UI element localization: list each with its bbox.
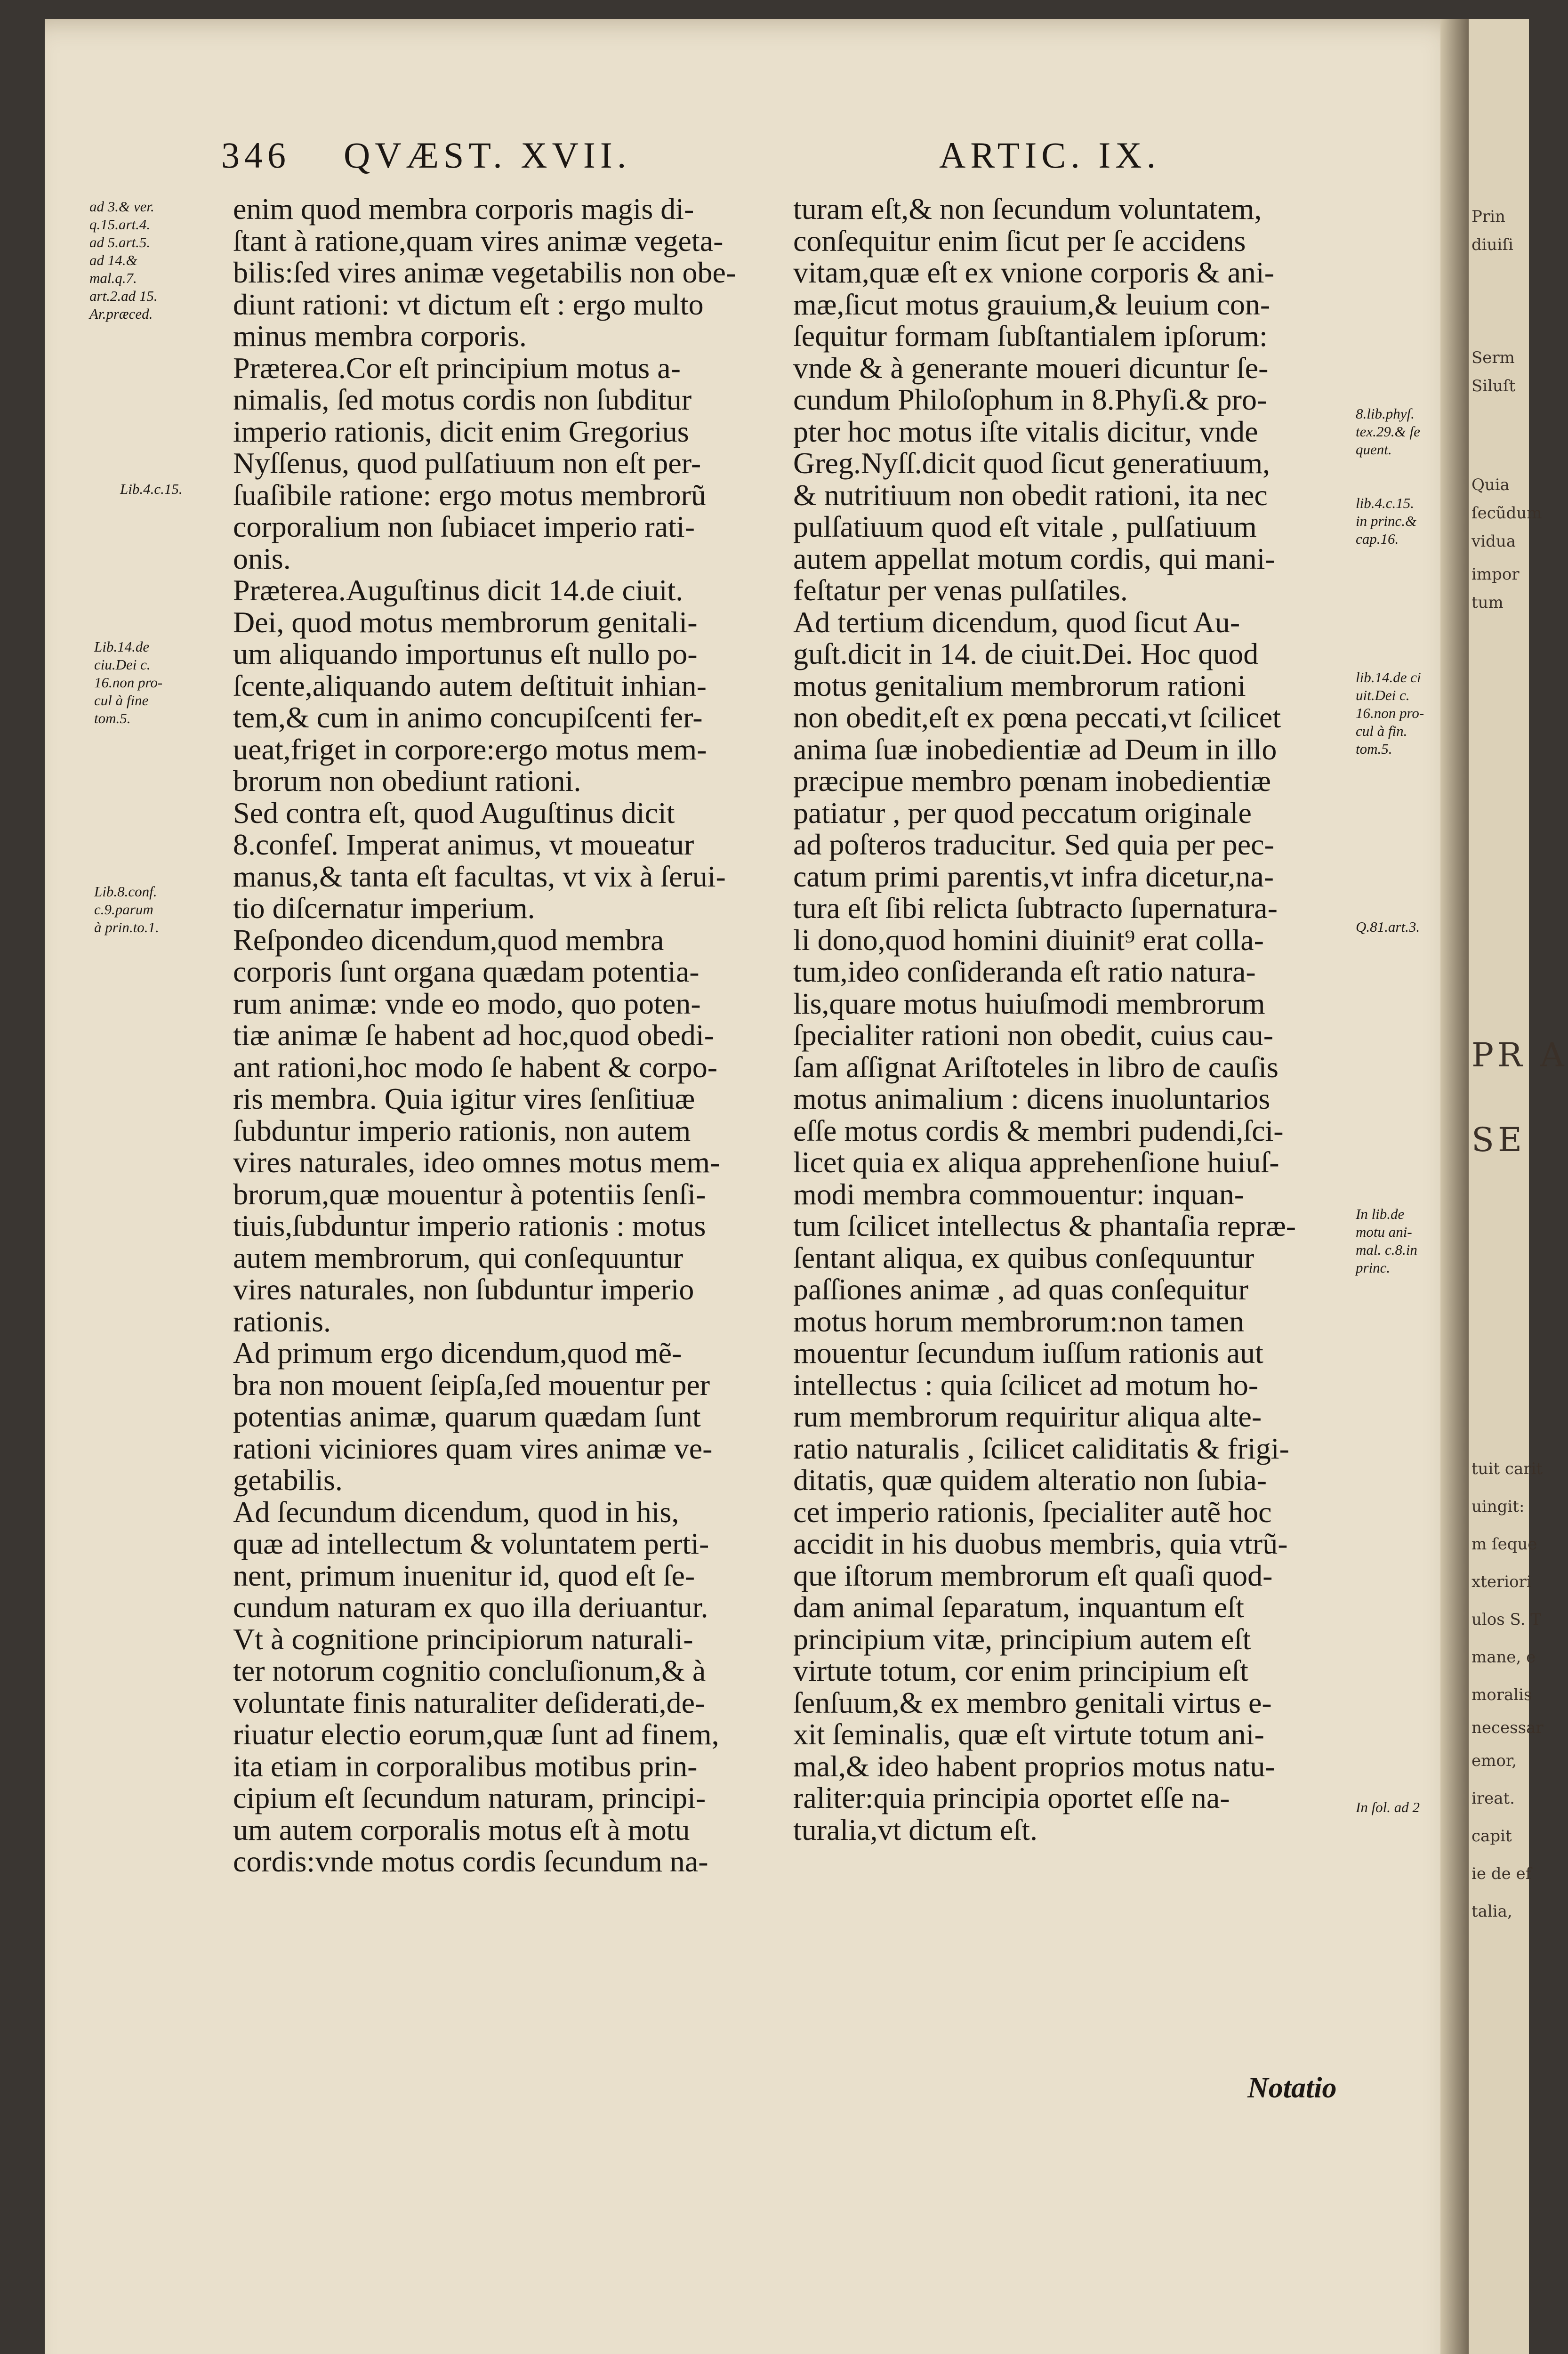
margin-note	[89, 198, 158, 323]
right-text-column	[793, 193, 1344, 1846]
text-line: rationis.	[233, 1304, 331, 1338]
text-line: motus animalium : dicens inuoluntarios	[793, 1082, 1270, 1115]
margin-note	[1356, 918, 1420, 936]
facing-page-fragment: Quia	[1472, 476, 1510, 494]
facing-page-fragment: tum	[1472, 593, 1504, 612]
text-line: bilis:ſed vires animæ vegetabilis non obe-	[233, 256, 736, 289]
margin-note-line: uit.Dei c.	[1356, 687, 1410, 703]
margin-note-line: lib.14.de ci	[1356, 669, 1421, 685]
margin-note-line: Q.81.art.3.	[1356, 919, 1420, 935]
text-line: ant rationi,hoc modo ſe habent & corpo-	[233, 1050, 718, 1084]
text-line: xit ſeminalis, quæ eſt virtute totum ani-	[793, 1717, 1264, 1751]
facing-page-fragment: ulos S. T	[1472, 1610, 1541, 1629]
text-line: virtute totum, cor enim principium eſt	[793, 1654, 1248, 1687]
margin-note-line: ad 3.& ver.	[89, 198, 154, 215]
text-line: ueat,friget in corpore:ergo motus mem-	[233, 732, 707, 766]
text-line: um aliquando importunus eſt nullo po-	[233, 637, 698, 670]
text-line: tiuis,ſubduntur imperio rationis : motus	[233, 1209, 706, 1242]
text-line: turam eſt,& non ſecundum voluntatem,	[793, 192, 1262, 226]
text-line: Præterea.Auguſtinus dicit 14.de ciuit.	[233, 573, 683, 607]
text-line: præcipue membro pœnam inobedientiæ	[793, 764, 1271, 798]
running-head-quaestio: QVÆST. XVII.	[344, 135, 631, 176]
text-line: turalia,vt dictum eſt.	[793, 1813, 1037, 1846]
text-line: vires naturales, non ſubduntur imperio	[233, 1273, 694, 1306]
facing-page-fragment: necessar	[1472, 1718, 1544, 1737]
text-line: & nutritiuum non obedit rationi, ita nec	[793, 478, 1268, 512]
text-line: autem appellat motum cordis, qui mani-	[793, 541, 1275, 575]
facing-page-fragment: Serm	[1472, 348, 1515, 367]
text-line: ris membra. Quia igitur vires ſenſitiuæ	[233, 1082, 695, 1115]
text-line: nimalis, ſed motus cordis non ſubditur	[233, 383, 692, 416]
facing-page-fragment: moralis	[1472, 1685, 1532, 1704]
facing-page-fragment: xteriori	[1472, 1572, 1532, 1591]
margin-note	[120, 480, 183, 498]
text-line: ſam aſſignat Ariſtoteles in libro de cauſis	[793, 1050, 1279, 1084]
margin-note-line: ad 14.&	[89, 252, 137, 268]
margin-note-line: tex.29.& ſe	[1356, 423, 1420, 440]
catchword: Notatio	[1247, 2072, 1337, 2104]
text-line: accidit in his duobus membris, quia vtrũ-	[793, 1527, 1288, 1560]
text-line: corporalium non ſubiacet imperio rati-	[233, 510, 695, 543]
text-line: ſenſuum,& ex membro genitali virtus e-	[793, 1685, 1272, 1719]
text-line: onis.	[233, 541, 291, 575]
margin-note	[1356, 669, 1424, 758]
facing-page-fragment: PR A	[1472, 1036, 1568, 1074]
text-line: tio diſcernatur imperium.	[233, 891, 535, 925]
margin-note-line: In lib.de	[1356, 1206, 1405, 1222]
text-line: 8.confeſ. Imperat animus, vt moueatur	[233, 828, 694, 861]
margin-note	[1356, 494, 1416, 548]
facing-page-fragment: SE	[1472, 1121, 1526, 1159]
margin-note-line: q.15.art.4.	[89, 216, 151, 233]
text-line: patiatur , per quod peccatum originale	[793, 796, 1252, 830]
margin-note-line: c.9.parum	[94, 901, 153, 918]
margin-note-line: 16.non pro-	[1356, 705, 1424, 721]
text-line: ad poſteros traducitur. Sed quia per pec-	[793, 828, 1274, 861]
left-text-column	[233, 193, 781, 1878]
text-line: ſubduntur imperio rationis, non autem	[233, 1113, 691, 1147]
text-line: principium vitæ, principium autem eſt	[793, 1622, 1251, 1656]
text-line: conſequitur enim ſicut per ſe accidens	[793, 224, 1246, 258]
text-line: dam animal ſeparatum, inquantum eſt	[793, 1590, 1244, 1624]
text-line: brorum,quæ mouentur à potentiis ſenſi-	[233, 1177, 706, 1211]
text-line: tum,ideo conſideranda eſt ratio natura-	[793, 955, 1256, 988]
facing-page-fragment: capit	[1472, 1827, 1512, 1846]
text-line: vnde & à generante moueri dicuntur ſe-	[793, 351, 1269, 385]
margin-note	[94, 883, 159, 936]
text-line: mæ,ſicut motus grauium,& leuium con-	[793, 287, 1270, 321]
margin-note-line: 8.lib.phyſ.	[1356, 405, 1415, 422]
text-line: ſpecialiter rationi non obedit, cuius cau-	[793, 1018, 1274, 1052]
text-line: ditatis, quæ quidem alteratio non ſubia-	[793, 1463, 1267, 1497]
text-line: Ad tertium dicendum, quod ſicut Au-	[793, 605, 1240, 639]
text-line: Ad ſecundum dicendum, quod in his,	[233, 1495, 679, 1529]
text-line: pulſatiuum quod eſt vitale , pulſatiuum	[793, 510, 1257, 543]
margin-note-line: cap.16.	[1356, 531, 1399, 547]
facing-page-fragment: vidua	[1472, 532, 1516, 551]
facing-page-fragment: Siluſt	[1472, 377, 1516, 395]
text-line: tiæ animæ ſe habent ad hoc,quod obedi-	[233, 1018, 714, 1052]
margin-note-line: Ar.præced.	[89, 306, 153, 322]
text-line: li dono,quod homini diuinit⁹ erat colla-	[793, 923, 1264, 957]
text-line: um autem corporalis motus eſt à motu	[233, 1813, 690, 1846]
facing-page-fragment: ſecũdum	[1472, 504, 1542, 523]
text-line: Vt à cognitione principiorum naturali-	[233, 1622, 693, 1656]
text-line: autem membrorum, qui conſequuntur	[233, 1241, 683, 1274]
facing-page-fragment: uingit:	[1472, 1497, 1525, 1516]
text-line: tura eſt ſibi relicta ſubtracto ſupernatura-	[793, 891, 1278, 925]
text-line: Dei, quod motus membrorum genitali-	[233, 605, 698, 639]
margin-note-line: art.2.ad 15.	[89, 288, 158, 304]
text-line: voluntate finis naturaliter deſiderati,de-	[233, 1685, 705, 1719]
text-line: guſt.dicit in 14. de ciuit.Dei. Hoc quod	[793, 637, 1259, 670]
facing-page-fragment: impor	[1472, 565, 1520, 584]
page-number: 346	[221, 135, 290, 176]
text-line: bra non mouent ſeipſa,ſed mouentur per	[233, 1368, 710, 1402]
text-line: ratio naturalis , ſcilicet caliditatis & frigi-	[793, 1431, 1289, 1465]
facing-page-fragment: mane, e	[1472, 1648, 1536, 1667]
margin-note-line: ad 5.art.5.	[89, 234, 151, 250]
text-line: Præterea.Cor eſt principium motus a-	[233, 351, 681, 385]
text-line: ſtant à ratione,quam vires animæ vegeta-	[233, 224, 724, 258]
text-line: anima ſuæ inobedientiæ ad Deum in illo	[793, 732, 1277, 766]
text-line: cordis:vnde motus cordis ſecundum na-	[233, 1845, 708, 1878]
margin-note-line: tom.5.	[1356, 741, 1392, 757]
margin-note-line: quent.	[1356, 441, 1392, 458]
text-line: minus membra corporis.	[233, 319, 527, 353]
text-line: mouentur ſecundum iuſſum rationis aut	[793, 1336, 1263, 1370]
text-line: Ad primum ergo dicendum,quod mẽ-	[233, 1336, 682, 1370]
margin-note-line: Lib.4.c.15.	[120, 481, 183, 497]
text-line: modi membra commouentur: inquan-	[793, 1177, 1244, 1211]
text-line: vires naturales, ideo omnes motus mem-	[233, 1145, 720, 1179]
text-line: imperio rationis, dicit enim Gregorius	[233, 414, 689, 448]
facing-page-fragment: diuiſi	[1472, 235, 1513, 254]
margin-note	[94, 638, 162, 727]
text-line: Greg.Nyſſ.dicit quod ſicut generatiuum,	[793, 446, 1270, 480]
text-line: ita etiam in corporalibus motibus prin-	[233, 1749, 698, 1783]
margin-note-line: 16.non pro-	[94, 674, 163, 691]
text-line: eſſe motus cordis & membri pudendi,ſci-	[793, 1113, 1284, 1147]
margin-note-line: à prin.to.1.	[94, 919, 159, 935]
facing-page-fragment: talia,	[1472, 1902, 1512, 1921]
text-line: cipium eſt ſecundum naturam, principi-	[233, 1781, 706, 1814]
text-line: non obedit,eſt ex pœna peccati,vt ſcilicet	[793, 701, 1281, 734]
text-line: motus genitalium membrorum rationi	[793, 669, 1246, 702]
facing-page-edge	[1469, 19, 1568, 2354]
text-line: Reſpondeo dicendum,quod membra	[233, 923, 664, 957]
margin-note-line: cul à fin.	[1356, 723, 1407, 739]
margin-note-line: in princ.&	[1356, 513, 1417, 529]
facing-page-fragment: ireat.	[1472, 1789, 1515, 1808]
text-line: cundum naturam ex quo illa deriuantur.	[233, 1590, 708, 1624]
text-line: nent, primum inuenitur id, quod eſt ſe-	[233, 1558, 695, 1592]
text-line: rationi viciniores quam vires animæ ve-	[233, 1431, 713, 1465]
text-line: riuatur electio eorum,quæ ſunt ad finem,	[233, 1717, 719, 1751]
facing-page-fragment: ie de ef	[1472, 1864, 1532, 1883]
text-line: rum animæ: vnde eo modo, quo poten-	[233, 986, 701, 1020]
text-line: ſcente,aliquando autem deſtituit inhian-	[233, 669, 707, 702]
margin-note-line: princ.	[1356, 1259, 1391, 1276]
margin-note-line: Lib.14.de	[94, 638, 150, 655]
running-head-articulus: ARTIC. IX.	[939, 135, 1161, 176]
margin-note-line: lib.4.c.15.	[1356, 495, 1414, 511]
text-line: rum membrorum requiritur aliqua alte-	[793, 1400, 1262, 1433]
facing-page-fragment: m ſeque	[1472, 1535, 1537, 1554]
text-line: paſſiones animæ , ad quas conſequitur	[793, 1273, 1248, 1306]
text-line: catum primi parentis,vt infra dicetur,na-	[793, 859, 1274, 893]
facing-page-fragment: emor,	[1472, 1751, 1517, 1770]
margin-note-line: mal.q.7.	[89, 270, 137, 286]
margin-note-line: ciu.Dei c.	[94, 656, 151, 673]
text-line: mal,& ideo habent proprios motus natu-	[793, 1749, 1275, 1783]
text-line: feſtatur per venas pulſatiles.	[793, 573, 1128, 607]
text-line: potentias animæ, quarum quædam ſunt	[233, 1400, 701, 1433]
facing-page-fragment: tuit carit	[1472, 1459, 1543, 1478]
text-line: tum ſcilicet intellectus & phantaſia repræ-	[793, 1209, 1296, 1242]
text-line: motus horum membrorum:non tamen	[793, 1304, 1245, 1338]
margin-note-line: cul à fine	[94, 692, 149, 709]
text-line: licet quia ex aliqua apprehenſione huiuſ-	[793, 1145, 1279, 1179]
text-line: lis,quare motus huiuſmodi membrorum	[793, 986, 1265, 1020]
text-line: ter notorum cognitio concluſionum,& à	[233, 1654, 706, 1687]
facing-page-fragment: Prin	[1472, 207, 1505, 226]
text-line: cundum Philoſophum in 8.Phyſi.& pro-	[793, 383, 1267, 416]
margin-note-line: tom.5.	[94, 710, 131, 726]
margin-note-line: mal. c.8.in	[1356, 1241, 1417, 1258]
text-line: ſuaſibile ratione: ergo motus membrorũ	[233, 478, 706, 512]
text-line: tem,& cum in animo concupiſcenti fer-	[233, 701, 703, 734]
text-line: quæ ad intellectum & voluntatem perti-	[233, 1527, 709, 1560]
margin-note-line: motu ani-	[1356, 1224, 1412, 1240]
text-line: cet imperio rationis, ſpecialiter autẽ hoc	[793, 1495, 1272, 1529]
text-line: vitam,quæ eſt ex vnione corporis & ani-	[793, 256, 1274, 289]
text-line: manus,& tanta eſt facultas, vt vix à ſerui-	[233, 859, 726, 893]
text-line: que iſtorum membrorum eſt quaſi quod-	[793, 1558, 1273, 1592]
text-line: diunt rationi: vt dictum eſt : ergo multo	[233, 287, 704, 321]
text-line: pter hoc motus iſte vitalis dicitur, vnde	[793, 414, 1258, 448]
margin-note	[1356, 1798, 1420, 1816]
text-line: brorum non obediunt rationi.	[233, 764, 581, 798]
text-line: intellectus : quia ſcilicet ad motum ho-	[793, 1368, 1259, 1402]
text-line: ſentant aliqua, ex quibus conſequuntur	[793, 1241, 1254, 1274]
margin-note-line: In ſol. ad 2	[1356, 1799, 1420, 1815]
margin-note-line: Lib.8.conf.	[94, 883, 157, 900]
text-line: Nyſſenus, quod pulſatiuum non eſt per-	[233, 446, 701, 480]
text-line: ſequitur formam ſubſtantialem ipſorum:	[793, 319, 1268, 353]
text-line: Sed contra eſt, quod Auguſtinus dicit	[233, 796, 675, 830]
text-line: raliter:quia principia oportet eſſe na-	[793, 1781, 1230, 1814]
text-line: corporis ſunt organa quædam potentia-	[233, 955, 700, 988]
text-line: getabilis.	[233, 1463, 343, 1497]
text-line: enim quod membra corporis magis di-	[233, 192, 694, 226]
margin-note	[1356, 405, 1420, 459]
margin-note	[1356, 1205, 1417, 1277]
